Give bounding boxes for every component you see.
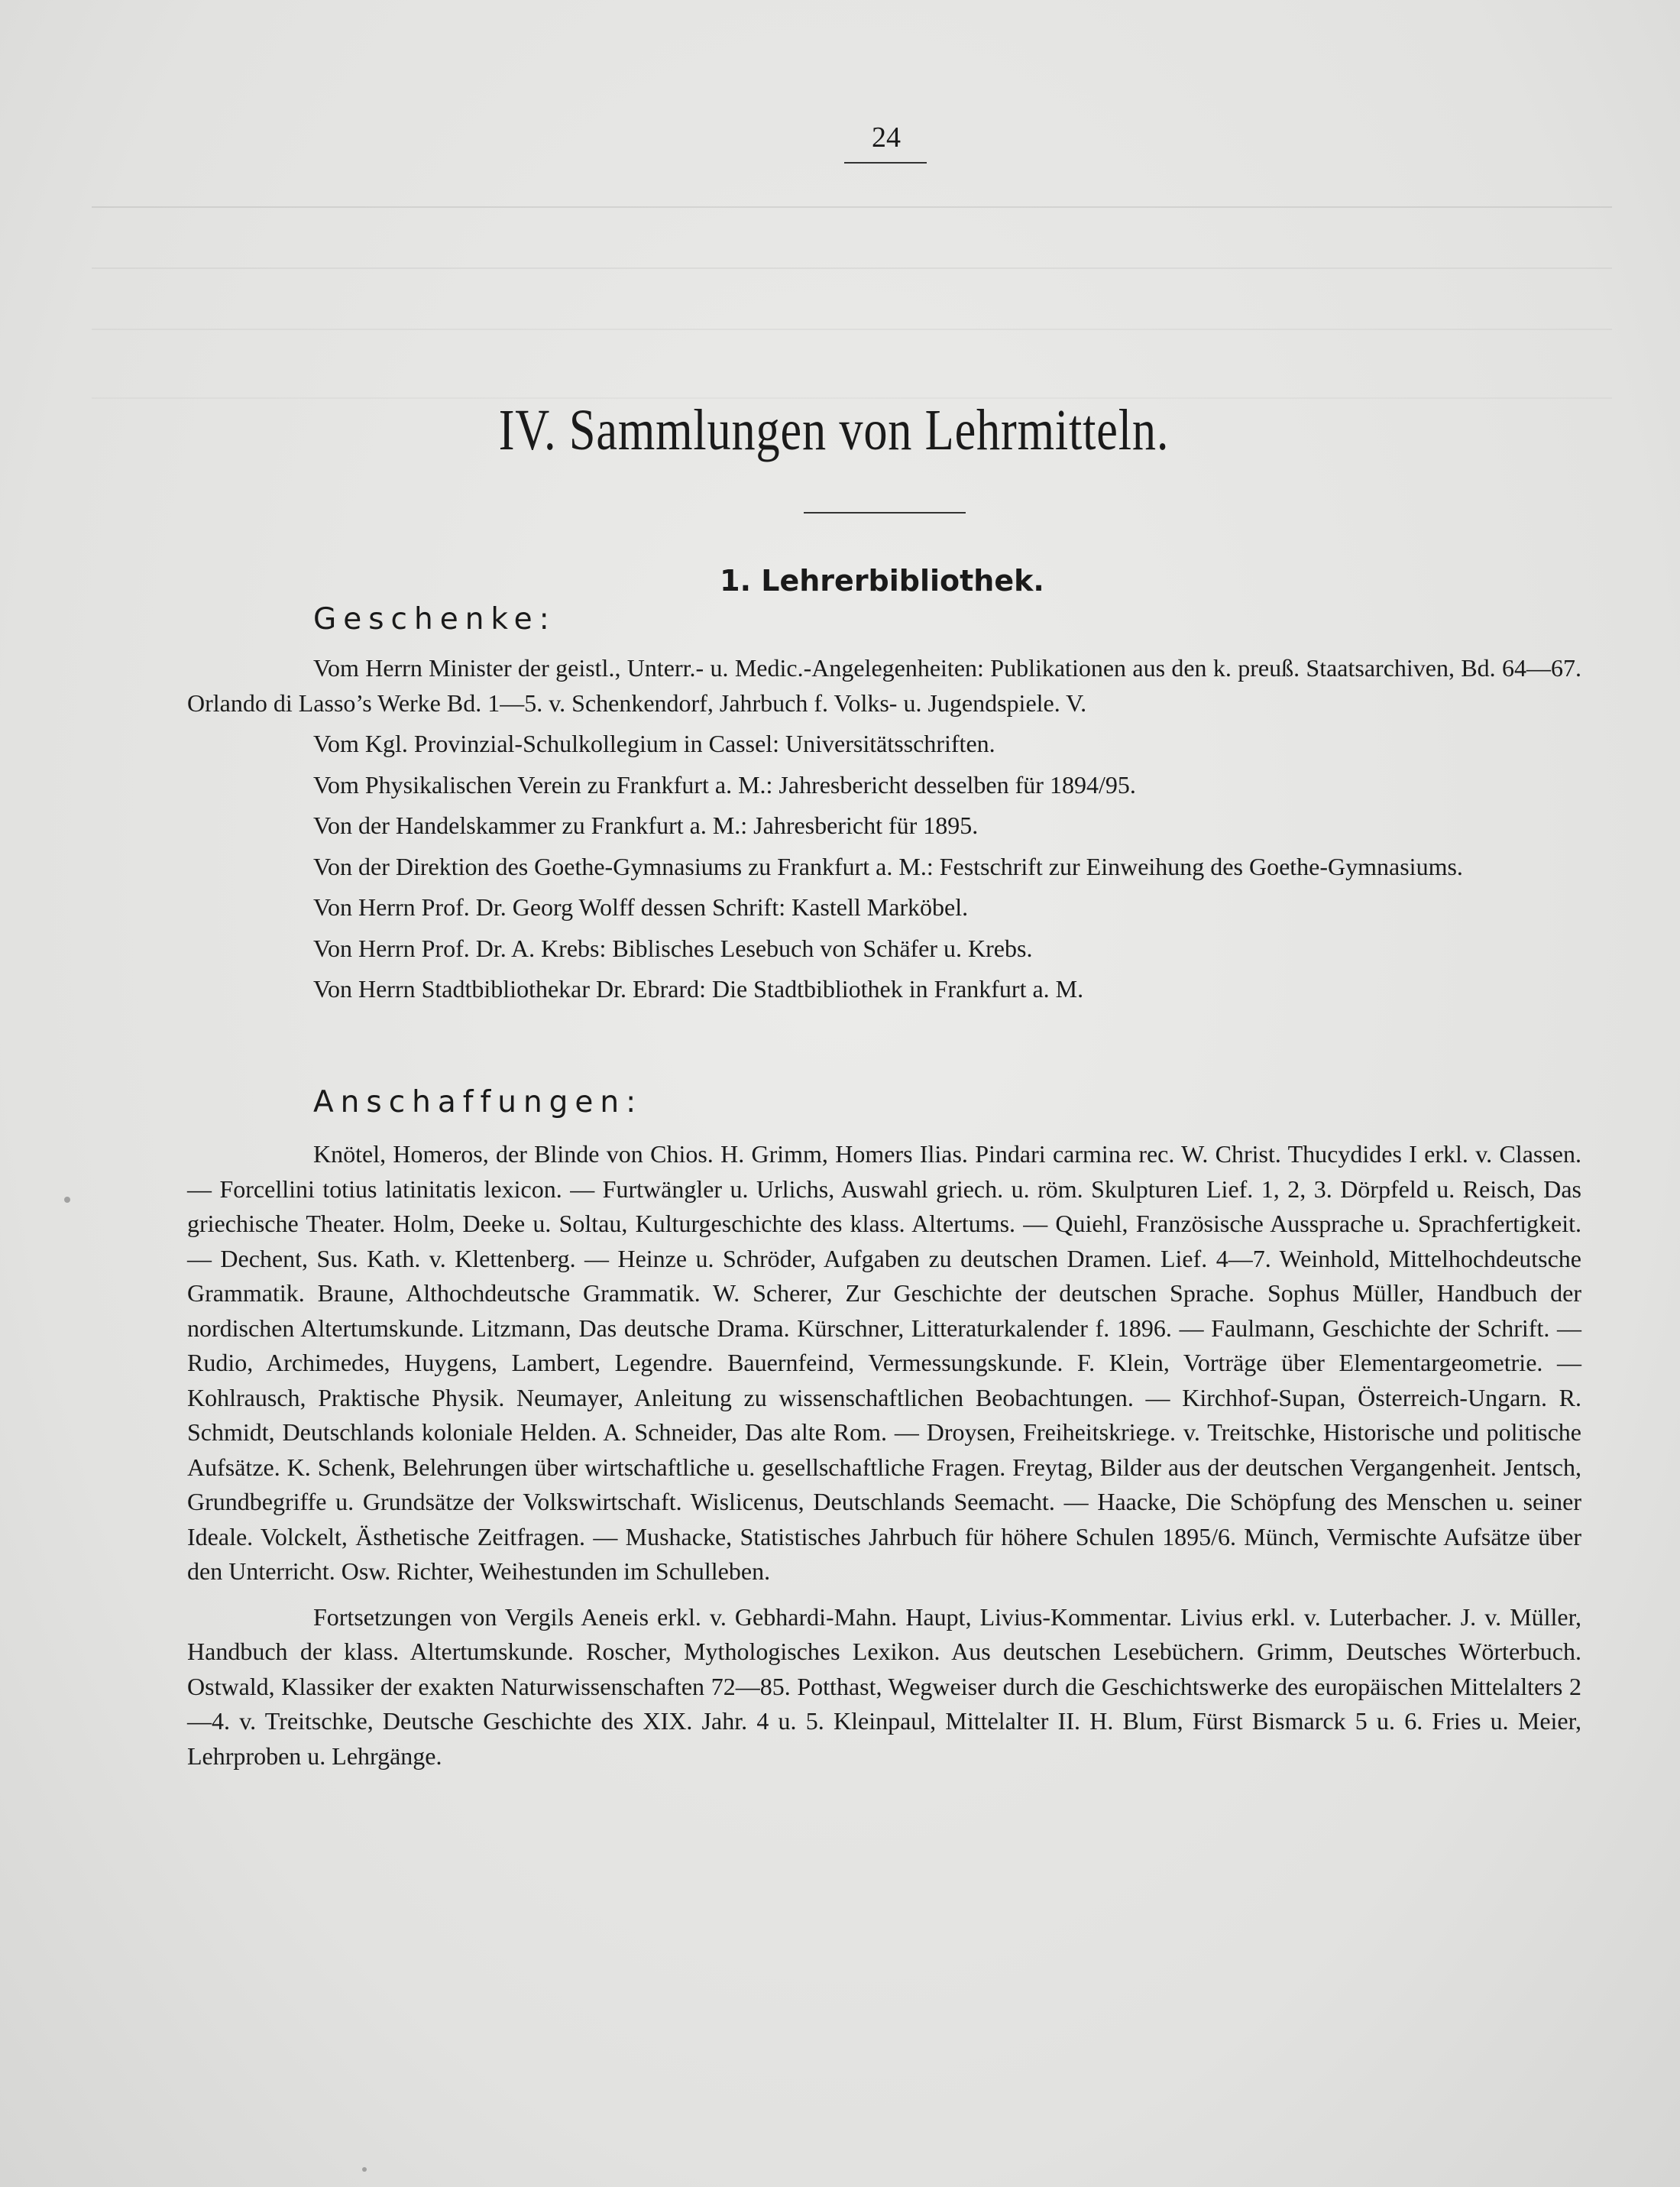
page-number-rule — [844, 162, 927, 164]
title-rule — [804, 512, 966, 514]
section-title: 1. Lehrerbibliothek. — [720, 564, 1044, 598]
anschaffungen-list — [187, 1137, 1581, 1774]
continuations-paragraph: Fortsetzungen von Vergils Aeneis erkl. v. Gebhardi-Mahn. Haupt, Livius-Kommentar. Livius erkl. v. Luterbacher. J. v. Müller, Handbuch der klass. Altertumskunde. Roscher, Mythologisches Lexikon. Aus deutschen Lesebüchern. Grimm, Deutsches Wörterbuch. Ostwald, Klassiker der exakten Naturwissenschaften 72—85. Potthast, Wegweiser durch die Geschichtswerke des europäischen Mittelalters 2—4. v. Treitschke, Deutsche Geschichte des XIX. Jahr. 4 u. 5. Kleinpaul, Mittelalter II. H. Blum, Fürst Bismarck 5 u. 6. Fries u. Meier, Lehrproben u. Lehrgänge. — [187, 1602, 1581, 1770]
geschenke-entry: Vom Physikalischen Verein zu Frankfurt a. M.: Jahresbericht desselben für 1894/95. — [313, 770, 1136, 799]
geschenke-entry: Von Herrn Stadtbibliothekar Dr. Ebrard: Die Stadtbibliothek in Frankfurt a. M. — [313, 975, 1084, 1003]
page-number: 24 — [872, 122, 901, 154]
anschaffungen-heading: Anschaffungen: — [313, 1085, 643, 1119]
geschenke-heading: Geschenke: — [313, 602, 556, 637]
print-speck — [362, 2167, 367, 2172]
geschenke-entry: Vom Kgl. Provinzial-Schulkollegium in Cassel: Universitätsschriften. — [313, 730, 995, 757]
print-speck — [64, 1197, 70, 1203]
chapter-title: IV. Sammlungen von Lehrmitteln. — [498, 398, 1170, 462]
show-through-artifact — [92, 206, 1612, 405]
geschenke-entry: Von der Direktion des Goethe-Gymnasiums zu Frankfurt a. M.: Festschrift zur Einweihung des Goethe-Gymnasiums. — [313, 852, 1463, 880]
anschaffungen-paragraph: Knötel, Homeros, der Blinde von Chios. H. Grimm, Homers Ilias. Pindari carmina rec. W. Christ. Thucydides I erkl. v. Classen. — Forcellini totius latinitatis lexicon. — Furtwängler u. Urlichs, Auswahl griech. u. röm. Skulpturen Lief. 1, 2, 3. Dörpfeld u. Reisch, Das griechische Theater. Holm, Deeke u. Soltau, Kulturgeschichte des klass. Altertums. — Quiehl, Französische Aussprache u. Sprachfertigkeit. — Dechent, Sus. Kath. v. Klettenberg. — Heinze u. Schröder, Aufgaben zu deutschen Dramen. Lief. 4—7. Weinhold, Mittelhochdeutsche Grammatik. Braune, Althochdeutsche Grammatik. W. Scherer, Zur Geschichte der deutschen Sprache. Sophus Müller, Handbuch der nordischen Altertumskunde. Litzmann, Das deutsche Drama. Kürschner, Litteraturkalender f. 1896. — Faulmann, Geschichte der Schrift. — Rudio, Archimedes, Huygens, Lambert, Legendre. Bauernfeind, Vermessungskunde. F. Klein, Vorträge über Elementargeometrie. — Kohlrausch, Praktische Physik. Neumayer, Anleitung zu wissenschaftlichen Beobachtungen. — Kirchhof-Supan, Österreich-Ungarn. R. Schmidt, Deutschlands koloniale Helden. A. Schneider, Das alte Rom. — Droysen, Freiheitskriege. v. Treitschke, Historische und politische Aufsätze. K. Schenk, Belehrungen über wirtschaftliche u. gesellschaftliche Fragen. Freytag, Bilder aus der deutschen Vergangenheit. Jentsch, Grundbegriffe u. Grundsätze der Volkswirtschaft. Wislicenus, Deutschlands Seemacht. — Haacke, Die Schöpfung des Menschen u. seiner Ideale. Volckelt, Ästhetische Zeitfragen. — Mushacke, Statistisches Jahrbuch für höhere Schulen 1895/6. Münch, Vermischte Aufsätze über den Unterricht. Osw. Richter, Weihestunden im Schulleben. — [187, 1140, 1581, 1585]
geschenke-list — [187, 651, 1581, 1007]
geschenke-entry: Von Herrn Prof. Dr. A. Krebs: Biblisches Lesebuch von Schäfer u. Krebs. — [313, 934, 1033, 962]
geschenke-entry: Von Herrn Prof. Dr. Georg Wolff dessen Schrift: Kastell Marköbel. — [313, 893, 969, 921]
geschenke-entry: Von der Handelskammer zu Frankfurt a. M.: Jahresbericht für 1895. — [313, 812, 979, 839]
geschenke-entry: Vom Herrn Minister der geistl., Unterr.- u. Medic.-Angelegenheiten: Publikationen aus den k. preuß. Staatsarchiven, Bd. 64—67. Orlando di Lasso’s Werke Bd. 1—5. v. Schenkendorf, Jahrbuch f. Volks- u. Jugendspiele. V. — [187, 654, 1581, 717]
